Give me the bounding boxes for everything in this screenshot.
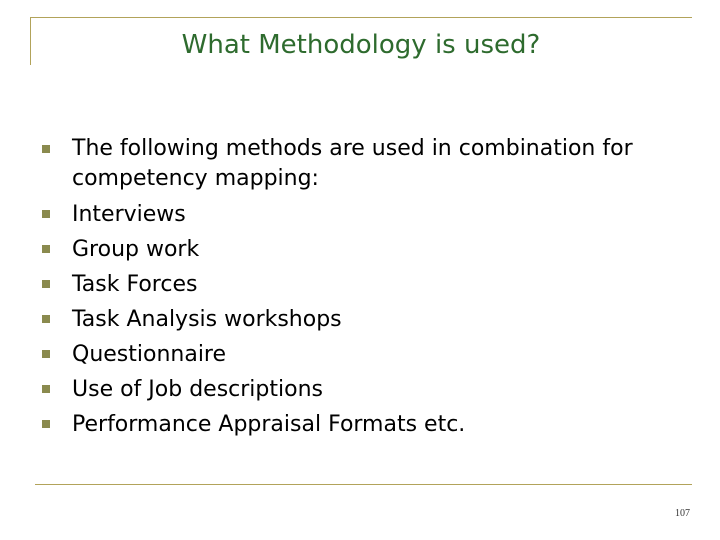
bullet-item [0,372,720,407]
bullet-item [0,337,720,372]
bullet-text: Use of Job descriptions [72,377,323,402]
square-bullet-icon [42,385,50,393]
square-bullet-icon [42,145,50,153]
square-bullet-icon [42,210,50,218]
bullet-item [0,232,720,267]
bullet-text: Task Forces [72,272,198,297]
bullet-item [0,302,720,337]
bullet-text: The following methods are used in combination for competency mapping: [72,136,633,191]
square-bullet-icon [42,245,50,253]
bullet-item [0,267,720,302]
bullet-item [0,197,720,232]
bullet-text: Questionnaire [72,342,227,367]
top-rule [30,17,692,18]
bullet-text: Group work [72,237,200,262]
page-number: 107 [675,508,690,519]
slide-title: What Methodology is used? [181,30,541,60]
bullet-item [0,407,720,442]
square-bullet-icon [42,280,50,288]
square-bullet-icon [42,315,50,323]
square-bullet-icon [42,350,50,358]
bullet-text: Interviews [72,202,186,227]
bullet-list [0,134,720,442]
bullet-item [0,134,720,194]
bottom-rule [35,484,692,485]
bullet-text: Task Analysis workshops [72,307,342,332]
bullet-text: Performance Appraisal Formats etc. [72,412,466,437]
square-bullet-icon [42,420,50,428]
